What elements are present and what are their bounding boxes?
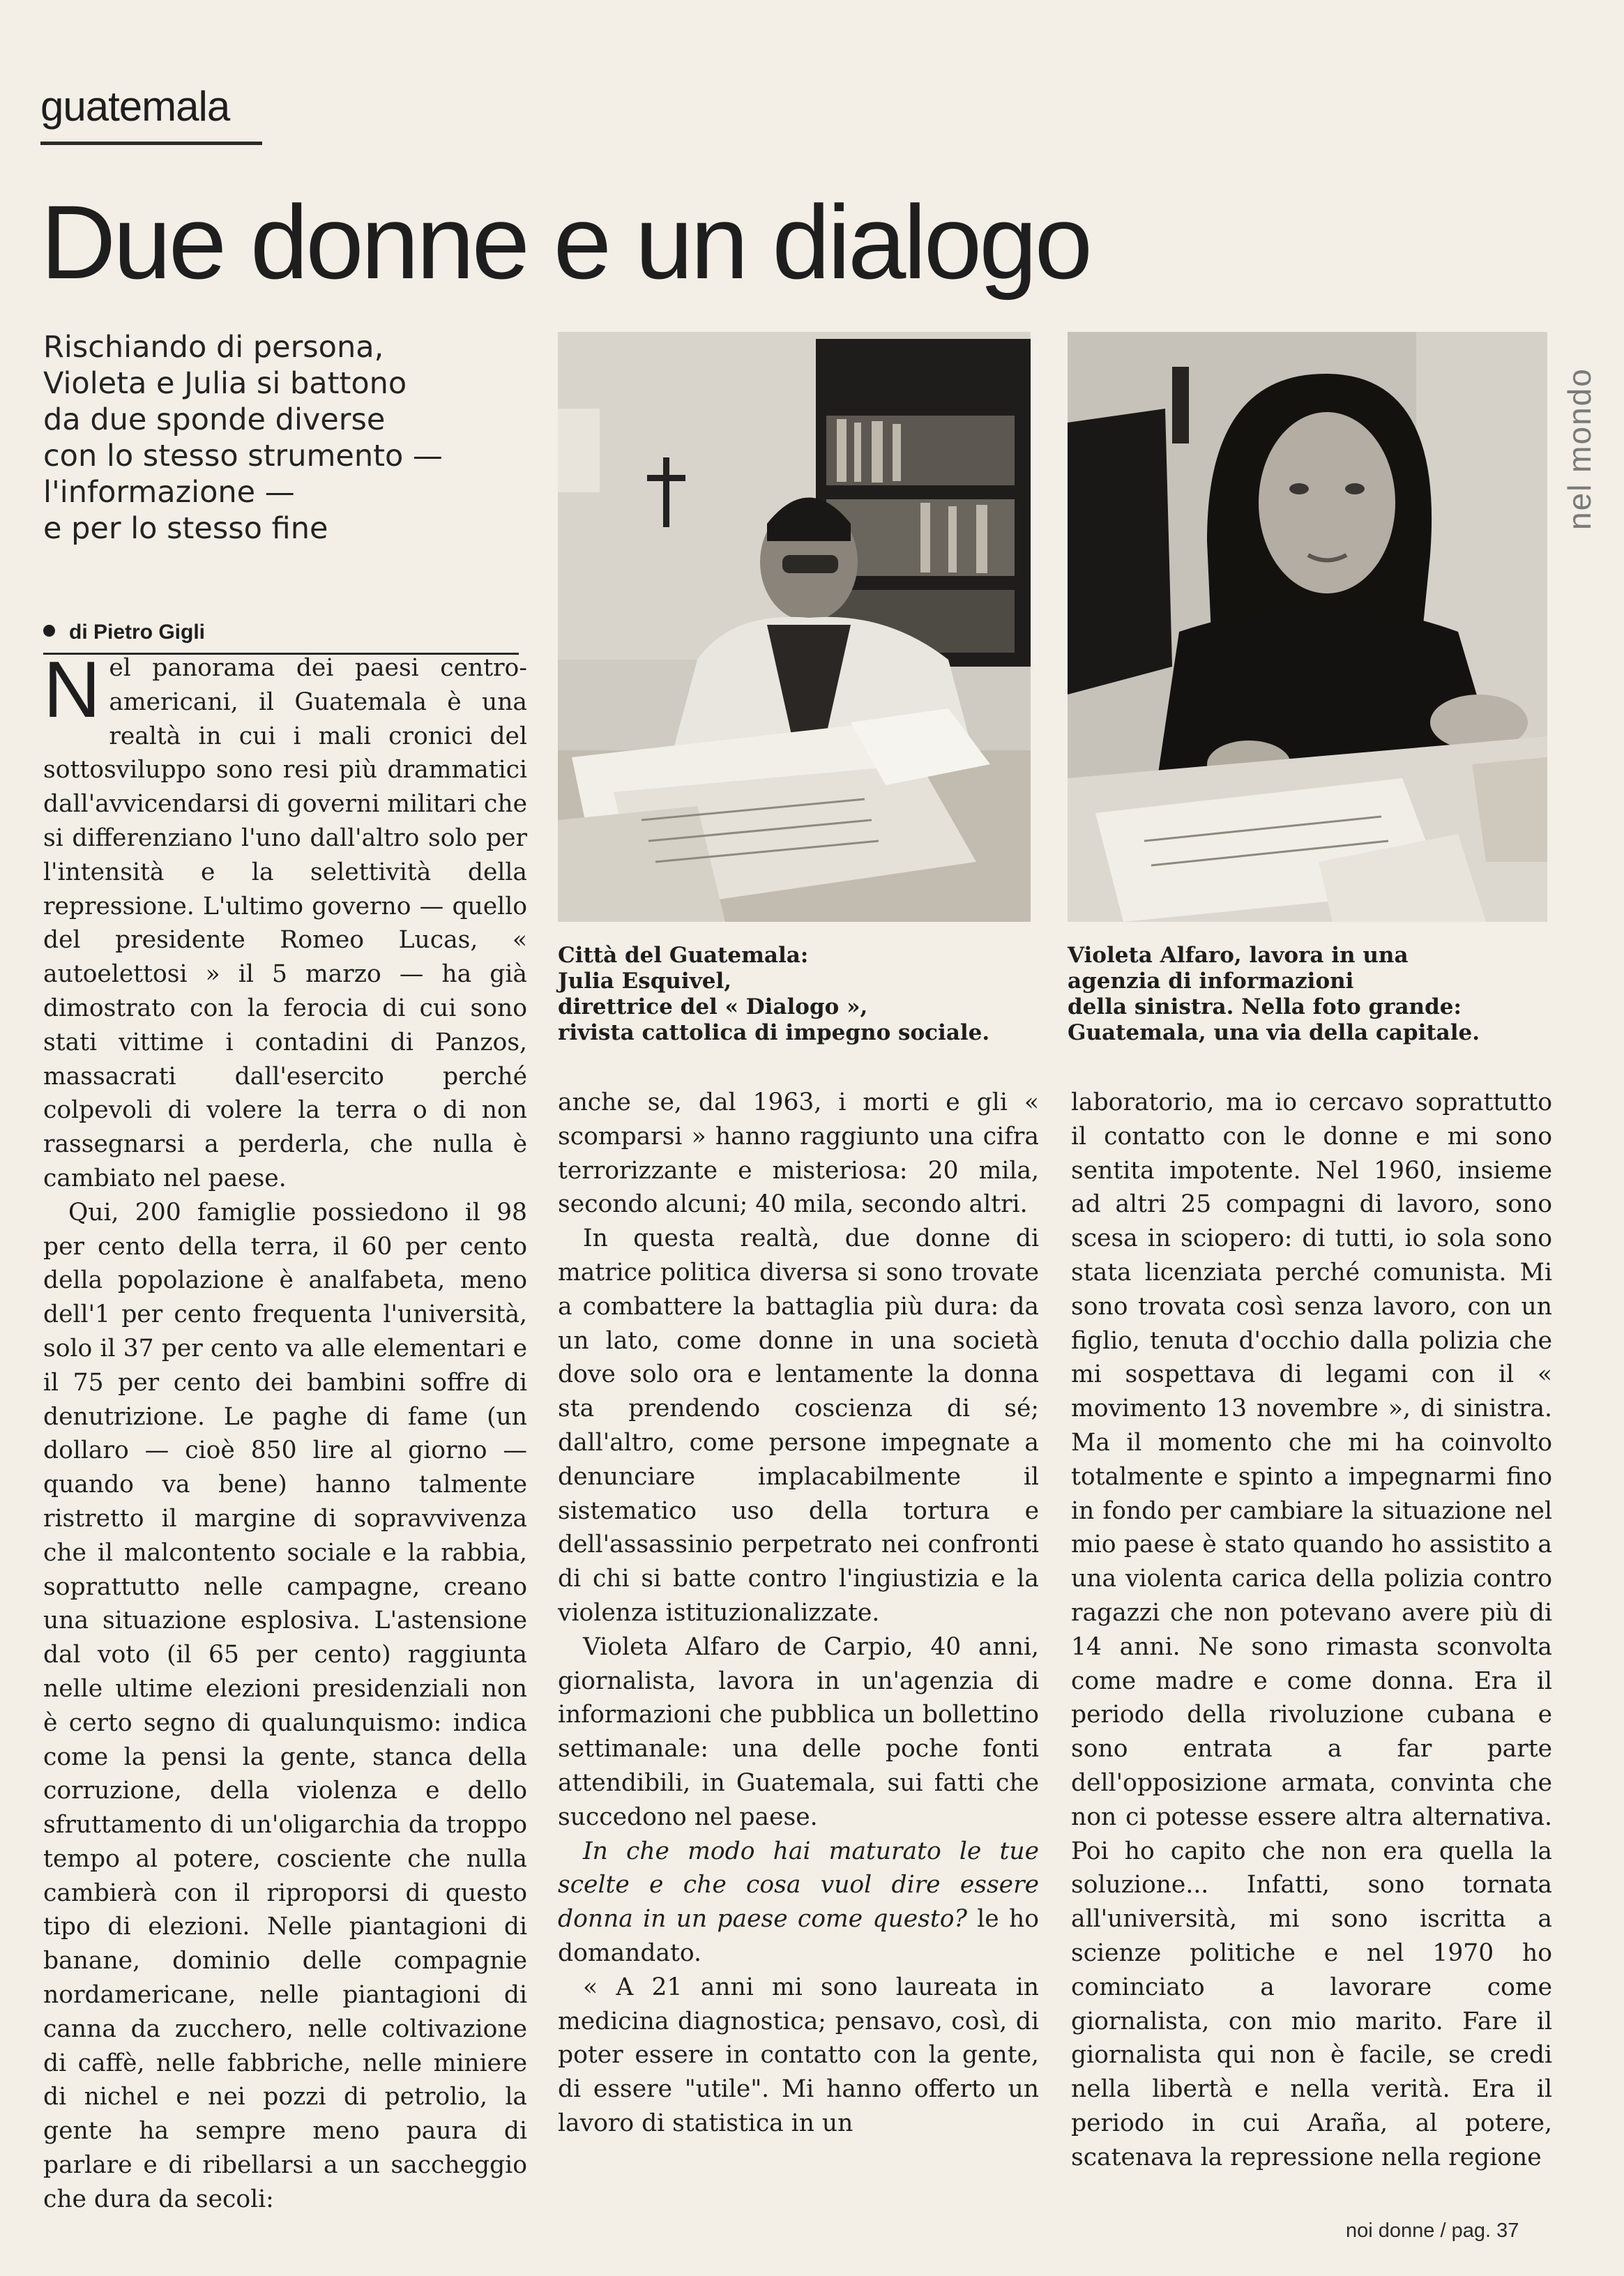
- byline-text: di Pietro Gigli: [69, 621, 206, 644]
- bullet-icon: [43, 625, 55, 637]
- caption-line: Violeta Alfaro, lavora in una: [1068, 943, 1409, 968]
- article-paragraph: laboratorio, ma io cercavo soprattutto il contatto con le donne e mi sono sentita impotente. Nel 1960, insieme ad altri 25 compagni di lavoro, sono scesa in sciopero: di tutti, io sola sono stata licenziata perché comunista. Mi sono trovata così senza lavoro, con un figlio, tenuta d'occhio dalla polizia che mi sospettava di legami con il « movimento 13 novembre », di sinistra. Ma il momento che mi ha coinvolto totalmente e spinto a impegnarmi fino in fondo per cambiare la situazione nel mio paese è stato quando ho assistito a una violenta carica della polizia contro ragazzi che non potevano avere più di 14 anni. Ne sono rimasta sconvolta come madre e come donna. Era il periodo della rivoluzione cubana e sono entrata a far parte dell'opposizione armata, convinta che non ci potesse essere altra alternativa. Poi ho capito che non era quella la soluzione... Infatti, sono tornata all'università, mi sono iscritta a scienze politiche e nel 1970 ho cominciato a lavorare come giornalista, con mio marito. Fare il giornalista qui non è facile, se credi nella libertà e nella verità. Era il periodo in cui Araña, al potere, scatenava la repressione nella regione: [1071, 1088, 1552, 2171]
- article-paragraph: « A 21 anni mi sono laureata in medicina diagnostica; pensavo, così, di poter essere in contatto con la gente, di essere "utile". Mi hanno offerto un lavoro di statistica in un: [558, 1973, 1039, 2137]
- standfirst-line: l'informazione —: [43, 475, 295, 510]
- standfirst-line: da due sponde diverse: [43, 402, 386, 437]
- side-tag: nel mondo: [1561, 367, 1598, 530]
- page-footer: noi donne / pag. 37: [1346, 2220, 1519, 2242]
- caption-line: direttrice del « Dialogo »,: [558, 994, 868, 1019]
- section-rule: [40, 142, 262, 145]
- article-column-1: [43, 646, 527, 2217]
- article-paragraph: anche se, dal 1963, i morti e gli « scomparsi » hanno raggiunto una cifra terrorizzante e misteriosa: 20 mila, secondo alcuni; 40 mila, secondo altri.: [558, 1088, 1039, 1219]
- article-column-2: [558, 1086, 1039, 2141]
- photo-violeta-alfaro: [1068, 332, 1547, 922]
- caption-line: agenzia di informazioni: [1068, 969, 1354, 994]
- photo-caption-left: [558, 943, 1039, 1046]
- standfirst-line: Violeta e Julia si battono: [43, 366, 407, 401]
- standfirst-line: e per lo stesso fine: [43, 511, 328, 546]
- interview-question: [558, 1835, 1039, 1971]
- standfirst-line: Rischiando di persona,: [43, 330, 384, 365]
- drop-cap: N: [43, 646, 101, 734]
- article-column-3: [1071, 1086, 1552, 2175]
- article-paragraph: Violeta Alfaro de Carpio, 40 anni, giornalista, lavora in un'agenzia di informazioni che pubblica un bollettino settimanale: una delle poche fonti attendibili, in Guatemala, sui fatti che succedono nel paese.: [558, 1632, 1039, 1831]
- caption-line: Julia Esquivel,: [558, 969, 732, 994]
- photo-julia-esquivel: [558, 332, 1031, 922]
- article-paragraph: [43, 646, 527, 1196]
- standfirst-line: con lo stesso strumento —: [43, 439, 443, 473]
- section-label: guatemala: [40, 83, 230, 130]
- caption-line: della sinistra. Nella foto grande:: [1068, 994, 1462, 1019]
- question-text: In che modo hai maturato le tue scelte e che cosa vuol dire essere donna in un paese come questo?: [558, 1837, 1039, 1934]
- article-paragraph: In questa realtà, due donne di matrice politica diversa si sono trovate a combattere la battaglia più dura: da un lato, come donne in una società dove solo ora e lentamente la donna sta prendendo coscienza di sé; dall'altro, come persone impegnate a denunciare implacabilmente il sistematico uso della tortura e dell'assassinio perpetrato nei confronti di chi si batte contro l'ingiustizia e la violenza istituzionalizzate.: [558, 1224, 1039, 1627]
- photo-caption-right: [1068, 943, 1556, 1046]
- byline: [43, 621, 205, 644]
- caption-line: rivista cattolica di impegno sociale.: [558, 1020, 990, 1045]
- caption-line: Guatemala, una via della capitale.: [1068, 1020, 1480, 1045]
- paragraph-text: el panorama dei paesi centro-americani, il Guatemala è una realtà in cui i mali cronici del sottosviluppo sono resi più drammatici dall'avvicendarsi di governi militari che si differenziano l'uno dall'altro solo per l'intensità e la selettività della repressione. L'ultimo governo — quello del presidente Romeo Lucas, « autoelettosi » il 5 marzo — ha già dimostrato con la ferocia di cui sono stati vittime i contadini di Panzos, massacrati dall'esercito perché colpevoli di volere la terra o di non rassegnarsi a perderla, che nulla è cambiato nel paese.: [43, 654, 527, 1192]
- question-tail: le ho domandato.: [558, 1905, 1040, 1967]
- headline: Due donne e un dialogo: [40, 183, 1091, 301]
- caption-line: Città del Guatemala:: [558, 943, 809, 968]
- standfirst: [43, 329, 531, 547]
- article-paragraph: Qui, 200 famiglie possiedono il 98 per cento della terra, il 60 per cento della popolazione è analfabeta, meno dell'1 per cento frequenta l'università, solo il 37 per cento va alle elementari e il 75 per cento dei bambini soffre di denutrizione. Le paghe di fame (un dollaro — cioè 850 lire al giorno — quando va bene) hanno talmente ristretto il margine di sopravvivenza che il malcontento sociale e la rabbia, soprattutto nelle campagne, creano una situazione esplosiva. L'astensione dal voto (il 65 per cento) raggiunta nelle ultime elezioni presidenziali non è certo segno di qualunquismo: indica come la pensi la gente, stanca della corruzione, della violenza e dello sfruttamento di un'oligarchia da troppo tempo al potere, cosciente che nulla cambierà con il riproporsi di questo tipo di elezioni. Nelle piantagioni di banane, dominio delle compagnie nordamericane, nelle piantagioni di canna da zucchero, nelle coltivazione di caffè, nelle fabbriche, nelle miniere di nichel e nei pozzi di petrolio, la gente ha sempre meno paura di parlare e di ribellarsi a un saccheggio che dura da secoli:: [43, 1198, 527, 2213]
